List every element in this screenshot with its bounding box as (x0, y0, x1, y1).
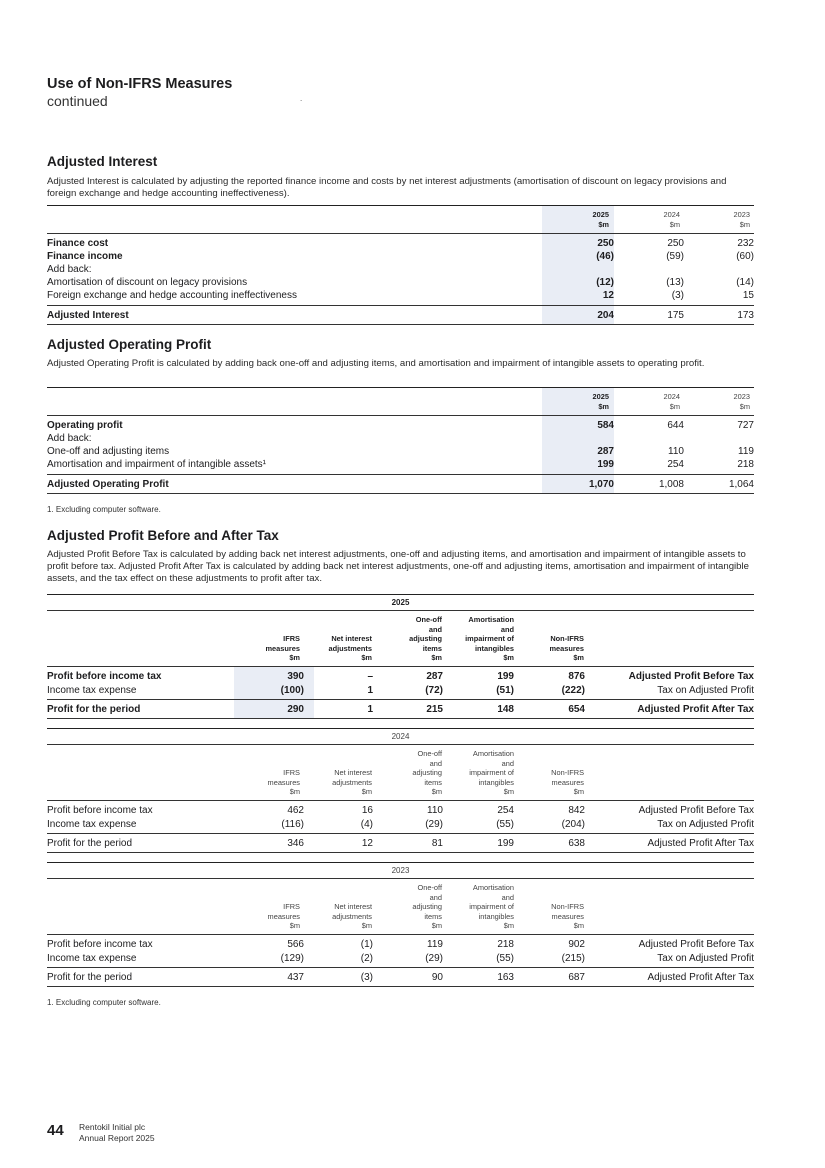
page-subtitle: continued (47, 93, 108, 109)
row-label: Profit before income tax (47, 939, 153, 950)
cell: (59) (666, 251, 684, 262)
cell: 15 (742, 290, 754, 301)
year-label-2025: 2025 (391, 598, 410, 607)
col-net-interest: Net interest adjustments $m (332, 768, 372, 796)
divider (47, 474, 754, 475)
adjusted-pbt-desc: Adjusted Profit Before Tax is calculated by adding back net interest adjustments, one-off and adjusting items, and amortisation and impairment of intangible assets to profit before tax. Adjusted Profit After Tax is calculated by adding back net interest adjustments, one-off and adjusting items, amortisation and impairment of intangible assets, and the tax effect on these adjustments to profit after tax. (47, 549, 749, 584)
measure-label: Tax on Adjusted Profit (657, 819, 754, 830)
measure-label: Tax on Adjusted Profit (657, 685, 754, 696)
row-label: Adjusted Interest (47, 310, 129, 321)
divider (47, 305, 754, 306)
cell: (12) (596, 277, 614, 288)
cell: (51) (496, 685, 514, 696)
adjusted-interest-desc: Adjusted Interest is calculated by adjusting the reported finance income and costs by net interest adjustments (amortisation of discount on legacy provisions and foreign exchange and hedge accounting ineffectiveness). (47, 176, 727, 199)
col-ifrs: IFRS measures $m (267, 902, 300, 930)
divider (47, 324, 754, 325)
cell: 163 (497, 972, 514, 983)
cell: 1 (367, 685, 373, 696)
divider (47, 699, 754, 700)
table-row (47, 276, 754, 289)
table-row (47, 670, 754, 683)
col-one-off: One-off and adjusting items $m (412, 883, 442, 930)
divider (47, 610, 754, 611)
divider (47, 934, 754, 935)
cell: (72) (425, 685, 443, 696)
divider (47, 718, 754, 719)
cell: 110 (427, 805, 443, 816)
divider (47, 744, 754, 745)
divider (47, 833, 754, 834)
measure-label: Adjusted Profit Before Tax (638, 805, 754, 816)
row-label: One-off and adjusting items (47, 446, 170, 457)
cell: 254 (497, 805, 514, 816)
cell: (100) (280, 685, 304, 696)
cell: 390 (287, 671, 304, 682)
divider (47, 387, 754, 388)
measure-label: Adjusted Profit After Tax (647, 972, 754, 983)
year-label-2024: 2024 (391, 732, 410, 741)
total-row (47, 837, 754, 850)
cell: 290 (287, 704, 304, 715)
divider (47, 594, 754, 595)
cell: (13) (666, 277, 684, 288)
cell: 148 (497, 704, 514, 715)
cell: (215) (561, 953, 585, 964)
cell: 287 (426, 671, 443, 682)
table-row (47, 445, 754, 458)
col-one-off: One-off and adjusting items $m (412, 749, 442, 796)
cell: 119 (427, 939, 443, 950)
row-label: Add back: (47, 264, 92, 275)
table-row (47, 818, 754, 831)
row-label: Amortisation and impairment of intangible assets¹ (47, 459, 266, 470)
cell: 199 (597, 459, 614, 470)
measure-label: Adjusted Profit Before Tax (628, 671, 754, 682)
cell: (222) (561, 685, 585, 696)
cell: (3) (360, 972, 373, 983)
cell: 876 (568, 671, 585, 682)
row-label: Profit for the period (47, 838, 133, 849)
footer-company-name: Rentokil Initial plc (79, 1122, 146, 1132)
col-non-ifrs: Non-IFRS measures $m (549, 634, 584, 662)
divider (47, 205, 754, 206)
col-2023: 2023 $m (733, 392, 750, 411)
divider (47, 233, 754, 234)
row-label: Income tax expense (47, 685, 137, 696)
table-row (47, 952, 754, 965)
cell: 462 (287, 805, 304, 816)
cell: (116) (281, 819, 304, 830)
measure-label: Adjusted Profit After Tax (647, 838, 754, 849)
divider (47, 666, 754, 667)
divider (47, 415, 754, 416)
cell: 199 (497, 671, 514, 682)
total-row (47, 309, 754, 322)
total-row (47, 703, 754, 716)
cell: (4) (360, 819, 373, 830)
total-row (47, 971, 754, 984)
footer-company (79, 1122, 155, 1143)
cell: (29) (425, 953, 443, 964)
cell: 254 (667, 459, 684, 470)
cell: (60) (736, 251, 754, 262)
cell: 287 (597, 446, 614, 457)
adjusted-interest-title: Adjusted Interest (47, 154, 158, 169)
cell: 1 (367, 704, 373, 715)
cell: 175 (667, 310, 684, 321)
cell: (204) (561, 819, 585, 830)
cell: 1,064 (728, 479, 754, 490)
cell: 12 (361, 838, 373, 849)
table-row (47, 237, 754, 250)
cell: 199 (497, 838, 514, 849)
col-non-ifrs: Non-IFRS measures $m (551, 902, 584, 930)
row-label: Income tax expense (47, 819, 137, 830)
col-ifrs: IFRS measures $m (267, 768, 300, 796)
col-2025: 2025 $m (592, 210, 609, 229)
col-2024: 2024 $m (663, 210, 680, 229)
cell: (14) (736, 277, 754, 288)
cell: 232 (737, 238, 754, 249)
cell: 902 (568, 939, 585, 950)
col-2024: 2024 $m (663, 392, 680, 411)
row-label: Foreign exchange and hedge accounting ineffectiveness (47, 290, 297, 301)
col-amortisation: Amortisation and impairment of intangibles $m (465, 615, 514, 662)
divider (47, 728, 754, 729)
cell: 204 (597, 310, 614, 321)
cell: 842 (568, 805, 585, 816)
cell: 12 (602, 290, 614, 301)
cell: 1,008 (658, 479, 684, 490)
cell: 584 (597, 420, 614, 431)
adjusted-operating-profit-desc: Adjusted Operating Profit is calculated by adding back one-off and adjusting items, and amortisation and impairment of intangible assets to operating profit. (47, 358, 705, 369)
row-label: Amortisation of discount on legacy provisions (47, 277, 248, 288)
footnote: 1. Excluding computer software. (47, 998, 161, 1007)
table-row (47, 289, 754, 302)
col-2023: 2023 $m (733, 210, 750, 229)
cell: 727 (737, 420, 754, 431)
divider (47, 852, 754, 853)
cell: (55) (496, 819, 514, 830)
table-row (47, 938, 754, 951)
divider (47, 967, 754, 968)
row-label: Adjusted Operating Profit (47, 479, 169, 490)
cell: 218 (737, 459, 754, 470)
adjusted-pbt-title: Adjusted Profit Before and After Tax (47, 528, 279, 543)
table-row (47, 684, 754, 697)
table-row (47, 432, 754, 445)
adjusted-operating-profit-title: Adjusted Operating Profit (47, 337, 212, 352)
cell: 638 (568, 838, 585, 849)
year-label-2023: 2023 (391, 866, 410, 875)
cell: 566 (287, 939, 304, 950)
cell: 215 (426, 704, 443, 715)
cell: 437 (287, 972, 304, 983)
col-one-off: One-off and adjusting items $m (409, 615, 442, 662)
row-label: Finance income (47, 251, 123, 262)
cell: (29) (425, 819, 443, 830)
cell: (2) (360, 953, 373, 964)
cell: (129) (280, 953, 304, 964)
divider (47, 878, 754, 879)
col-amortisation: Amortisation and impairment of intangibles $m (469, 883, 514, 930)
row-label: Finance cost (47, 238, 109, 249)
col-ifrs: IFRS measures $m (265, 634, 300, 662)
divider (47, 986, 754, 987)
cell: 687 (568, 972, 585, 983)
table-row (47, 419, 754, 432)
col-non-ifrs: Non-IFRS measures $m (551, 768, 584, 796)
col-amortisation: Amortisation and impairment of intangibles $m (469, 749, 514, 796)
col-net-interest: Net interest adjustments $m (328, 634, 372, 662)
page-number: 44 (47, 1122, 64, 1139)
table-row (47, 263, 754, 276)
cell: (3) (671, 290, 684, 301)
divider (47, 862, 754, 863)
cell: (46) (596, 251, 614, 262)
row-label: Operating profit (47, 420, 123, 431)
footnote: 1. Excluding computer software. (47, 505, 161, 514)
stray-dot: . (300, 94, 303, 103)
col-net-interest: Net interest adjustments $m (332, 902, 372, 930)
cell: 644 (667, 420, 684, 431)
row-label: Income tax expense (47, 953, 137, 964)
cell: 250 (667, 238, 684, 249)
cell: 1,070 (588, 479, 614, 490)
cell: 16 (361, 805, 373, 816)
table-row (47, 458, 754, 471)
measure-label: Adjusted Profit Before Tax (638, 939, 754, 950)
cell: – (367, 671, 373, 682)
cell: 110 (668, 446, 684, 457)
cell: (1) (360, 939, 373, 950)
cell: 218 (497, 939, 514, 950)
cell: 654 (568, 704, 585, 715)
row-label: Profit before income tax (47, 671, 162, 682)
measure-label: Tax on Adjusted Profit (657, 953, 754, 964)
col-2025: 2025 $m (592, 392, 609, 411)
table-row (47, 804, 754, 817)
cell: (55) (496, 953, 514, 964)
footer-report-name: Annual Report 2025 (79, 1132, 155, 1143)
divider (47, 493, 754, 494)
cell: 173 (737, 310, 754, 321)
cell: 119 (738, 446, 754, 457)
table-row (47, 250, 754, 263)
page-title: Use of Non-IFRS Measures (47, 76, 233, 92)
row-label: Profit for the period (47, 972, 133, 983)
divider (47, 800, 754, 801)
cell: 346 (287, 838, 304, 849)
cell: 90 (431, 972, 443, 983)
row-label: Profit before income tax (47, 805, 153, 816)
measure-label: Adjusted Profit After Tax (637, 704, 754, 715)
cell: 81 (431, 838, 443, 849)
total-row (47, 478, 754, 491)
cell: 250 (597, 238, 614, 249)
row-label: Add back: (47, 433, 92, 444)
row-label: Profit for the period (47, 704, 141, 715)
